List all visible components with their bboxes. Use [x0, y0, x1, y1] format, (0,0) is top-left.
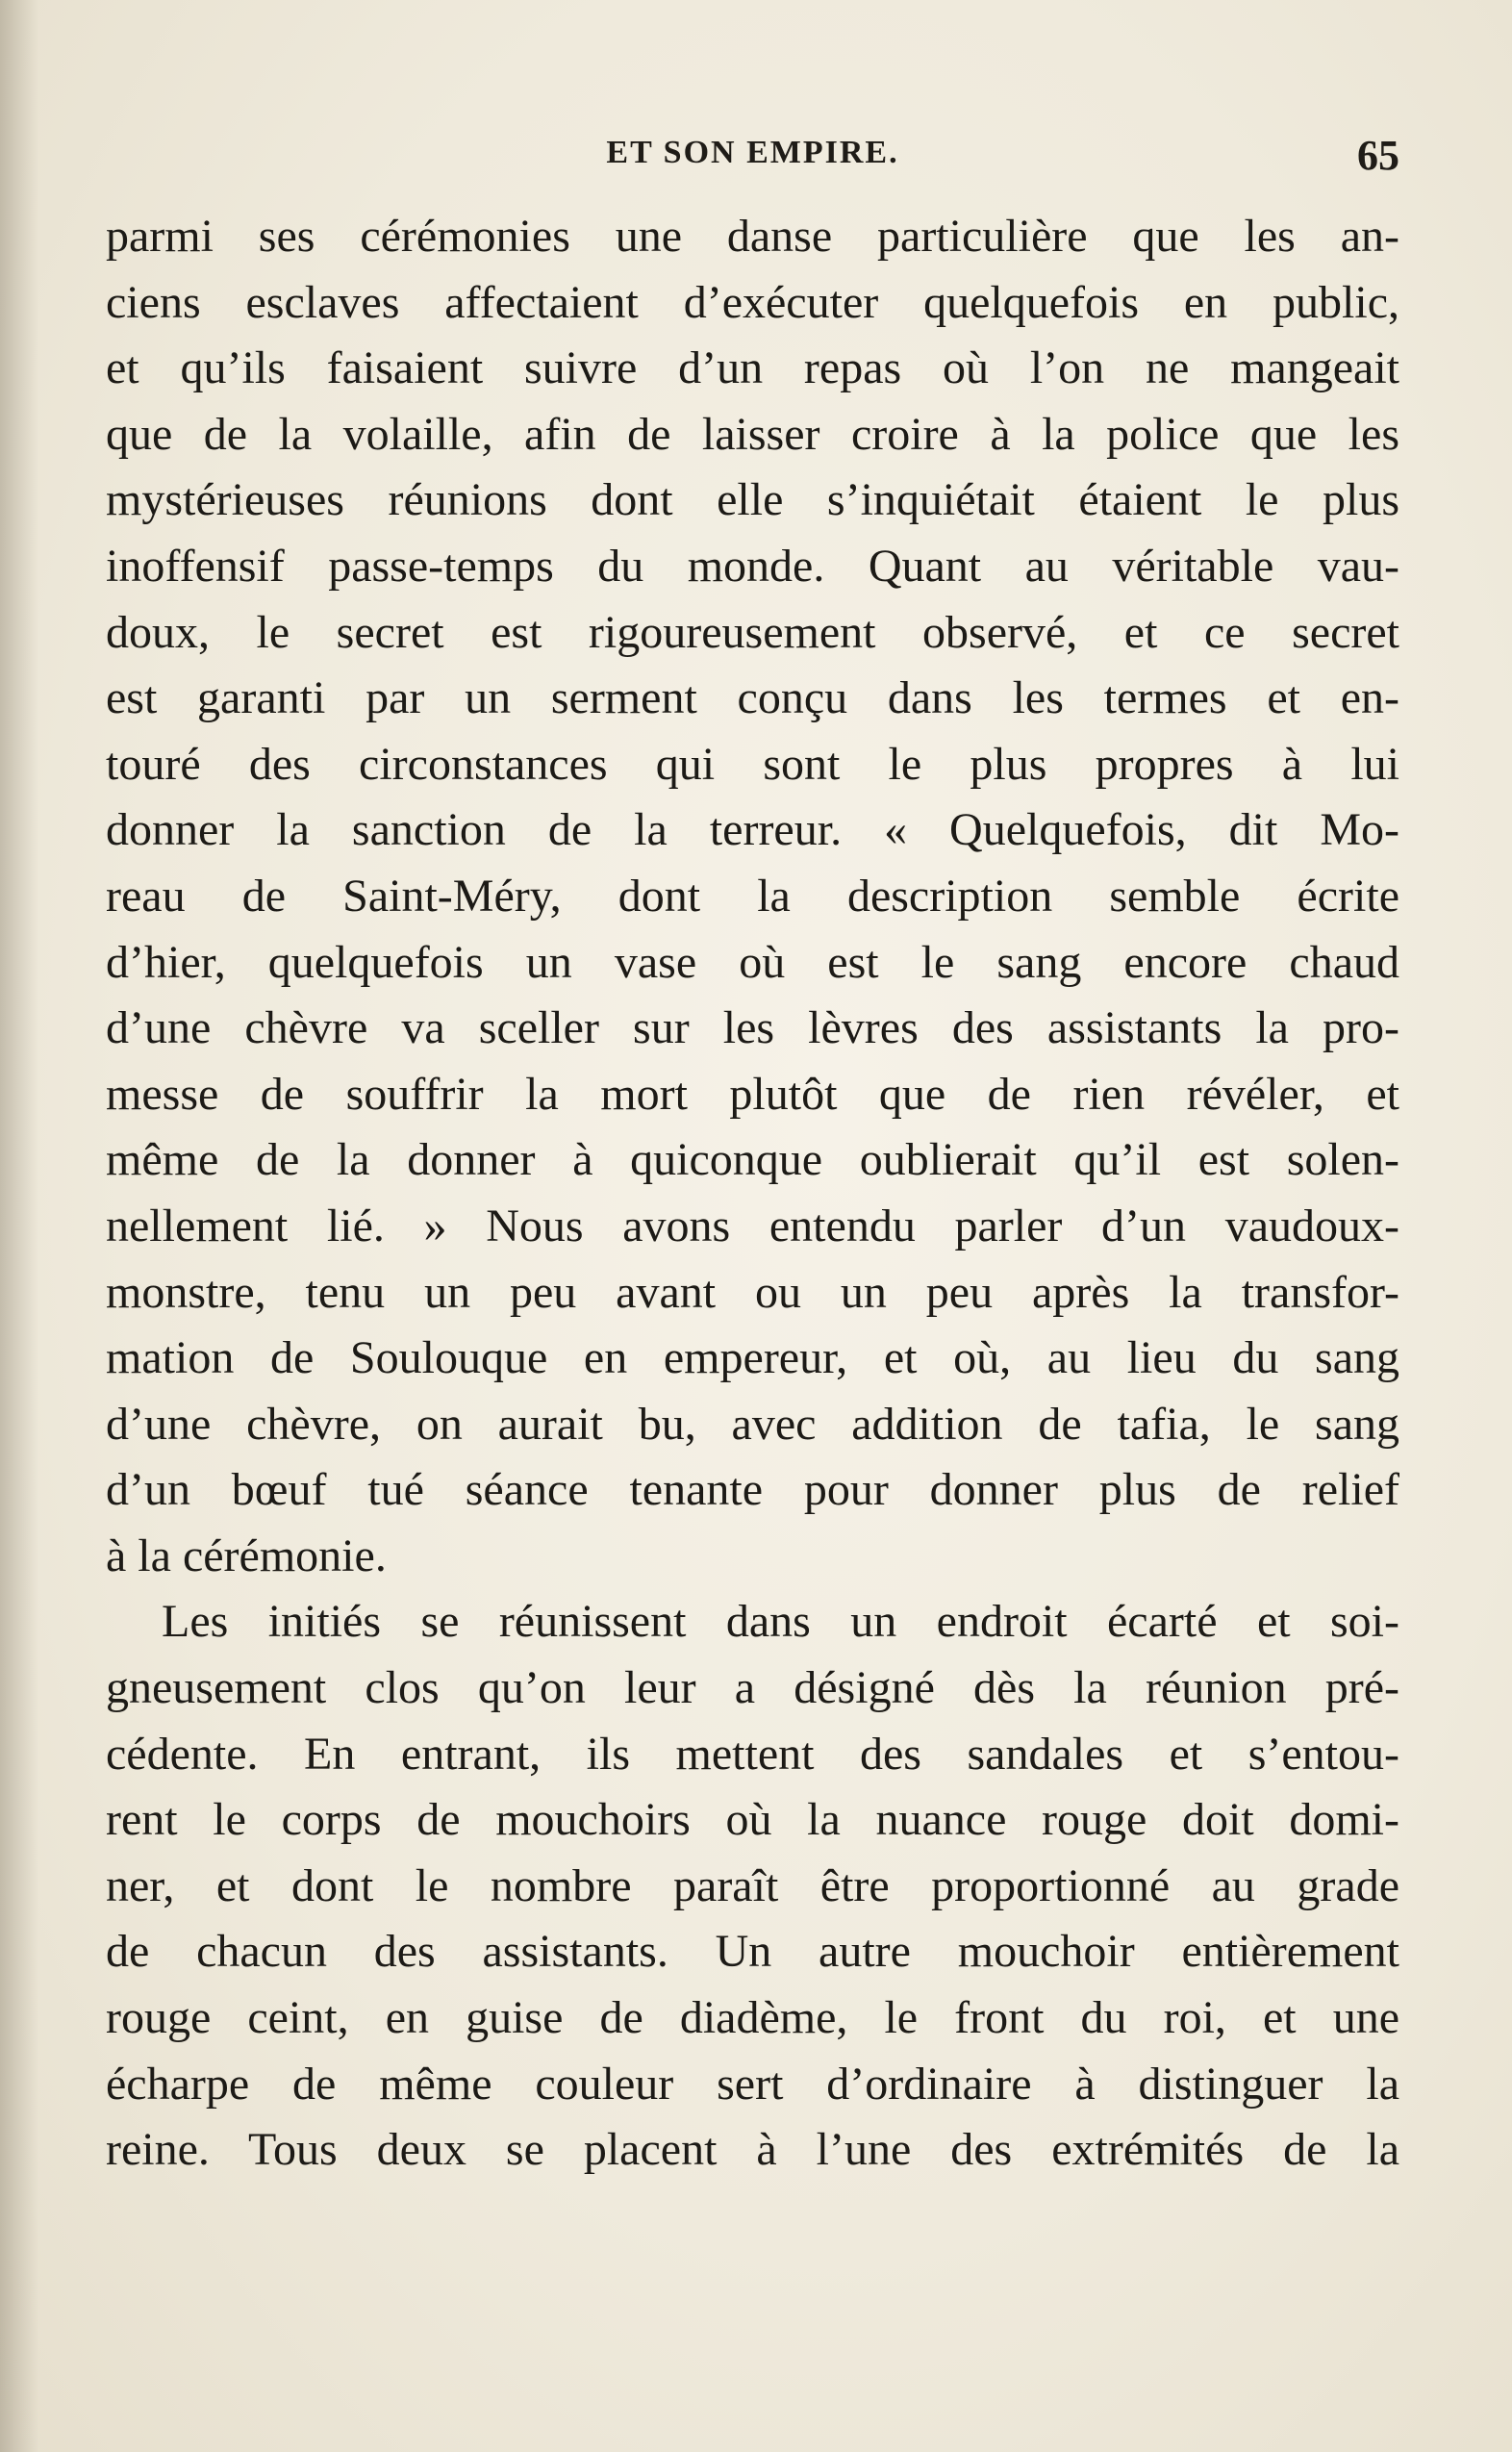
text-line: d’hier, quelquefois un vase où est le sang encore chaud [106, 936, 1399, 988]
text-line: d’une chèvre, on aurait bu, avec addition de tafia, le sang [106, 1398, 1399, 1450]
text-line: d’un bœuf tué séance tenante pour donner plus de relief [106, 1464, 1399, 1516]
text-line: d’une chèvre va sceller sur les lèvres des assistants la pro- [106, 1002, 1399, 1054]
body-text [106, 204, 1399, 2184]
text-line: doux, le secret est rigoureusement observé, et ce secret [106, 606, 1399, 658]
text-line: même de la donner à quiconque oublierait qu’il est solen- [106, 1134, 1399, 1186]
text-line: ciens esclaves affectaient d’exécuter quelquefois en public, [106, 276, 1399, 328]
text-line: est garanti par un serment conçu dans les termes et en- [106, 672, 1399, 724]
text-line: et qu’ils faisaient suivre d’un repas où l’on ne mangeait [106, 342, 1399, 394]
binding-shadow [0, 0, 38, 2452]
running-head: ET SON EMPIRE. [606, 135, 899, 170]
text-line: rent le corps de mouchoirs où la nuance rouge doit domi- [106, 1794, 1399, 1846]
text-line: ner, et dont le nombre paraît être proportionné au grade [106, 1859, 1399, 1911]
text-line: parmi ses cérémonies une danse particulière que les an- [106, 211, 1399, 262]
paragraph-2 [106, 1589, 1399, 2183]
text-line: messe de souffrir la mort plutôt que de rien révéler, et [106, 1068, 1399, 1120]
text-line: mation de Soulouque en empereur, et où, au lieu du sang [106, 1332, 1399, 1384]
text-line: reau de Saint-Méry, dont la description semble écrite [106, 870, 1399, 922]
text-line: mystérieuses réunions dont elle s’inquiétait étaient le plus [106, 474, 1399, 526]
paragraph-1 [106, 204, 1399, 1589]
text-line: inoffensif passe-temps du monde. Quant au véritable vau- [106, 540, 1399, 592]
text-line: écharpe de même couleur sert d’ordinaire à distinguer la [106, 2058, 1399, 2110]
text-line: de chacun des assistants. Un autre mouchoir entièrement [106, 1926, 1399, 1978]
text-line: à la cérémonie. [106, 1529, 387, 1581]
text-line: nellement lié. » Nous avons entendu parler d’un vaudoux- [106, 1200, 1399, 1251]
text-line: rouge ceint, en guise de diadème, le front du roi, et une [106, 1992, 1399, 2044]
page-number: 65 [1357, 132, 1399, 179]
text-line: monstre, tenu un peu avant ou un peu après la transfor- [106, 1266, 1399, 1318]
text-line: touré des circonstances qui sont le plus propres à lui [106, 738, 1399, 790]
text-line: gneusement clos qu’on leur a désigné dès la réunion pré- [106, 1662, 1399, 1714]
text-line: Les initiés se réunissent dans un endroit écarté et soi- [162, 1596, 1399, 1648]
text-line: reine. Tous deux se placent à l’une des extrémités de la [106, 2124, 1399, 2176]
text-line: que de la volaille, afin de laisser croire à la police que les [106, 408, 1399, 460]
text-line: cédente. En entrant, ils mettent des sandales et s’entou- [106, 1728, 1399, 1780]
text-line: donner la sanction de la terreur. « Quelquefois, dit Mo- [106, 804, 1399, 856]
page-header [106, 132, 1399, 192]
